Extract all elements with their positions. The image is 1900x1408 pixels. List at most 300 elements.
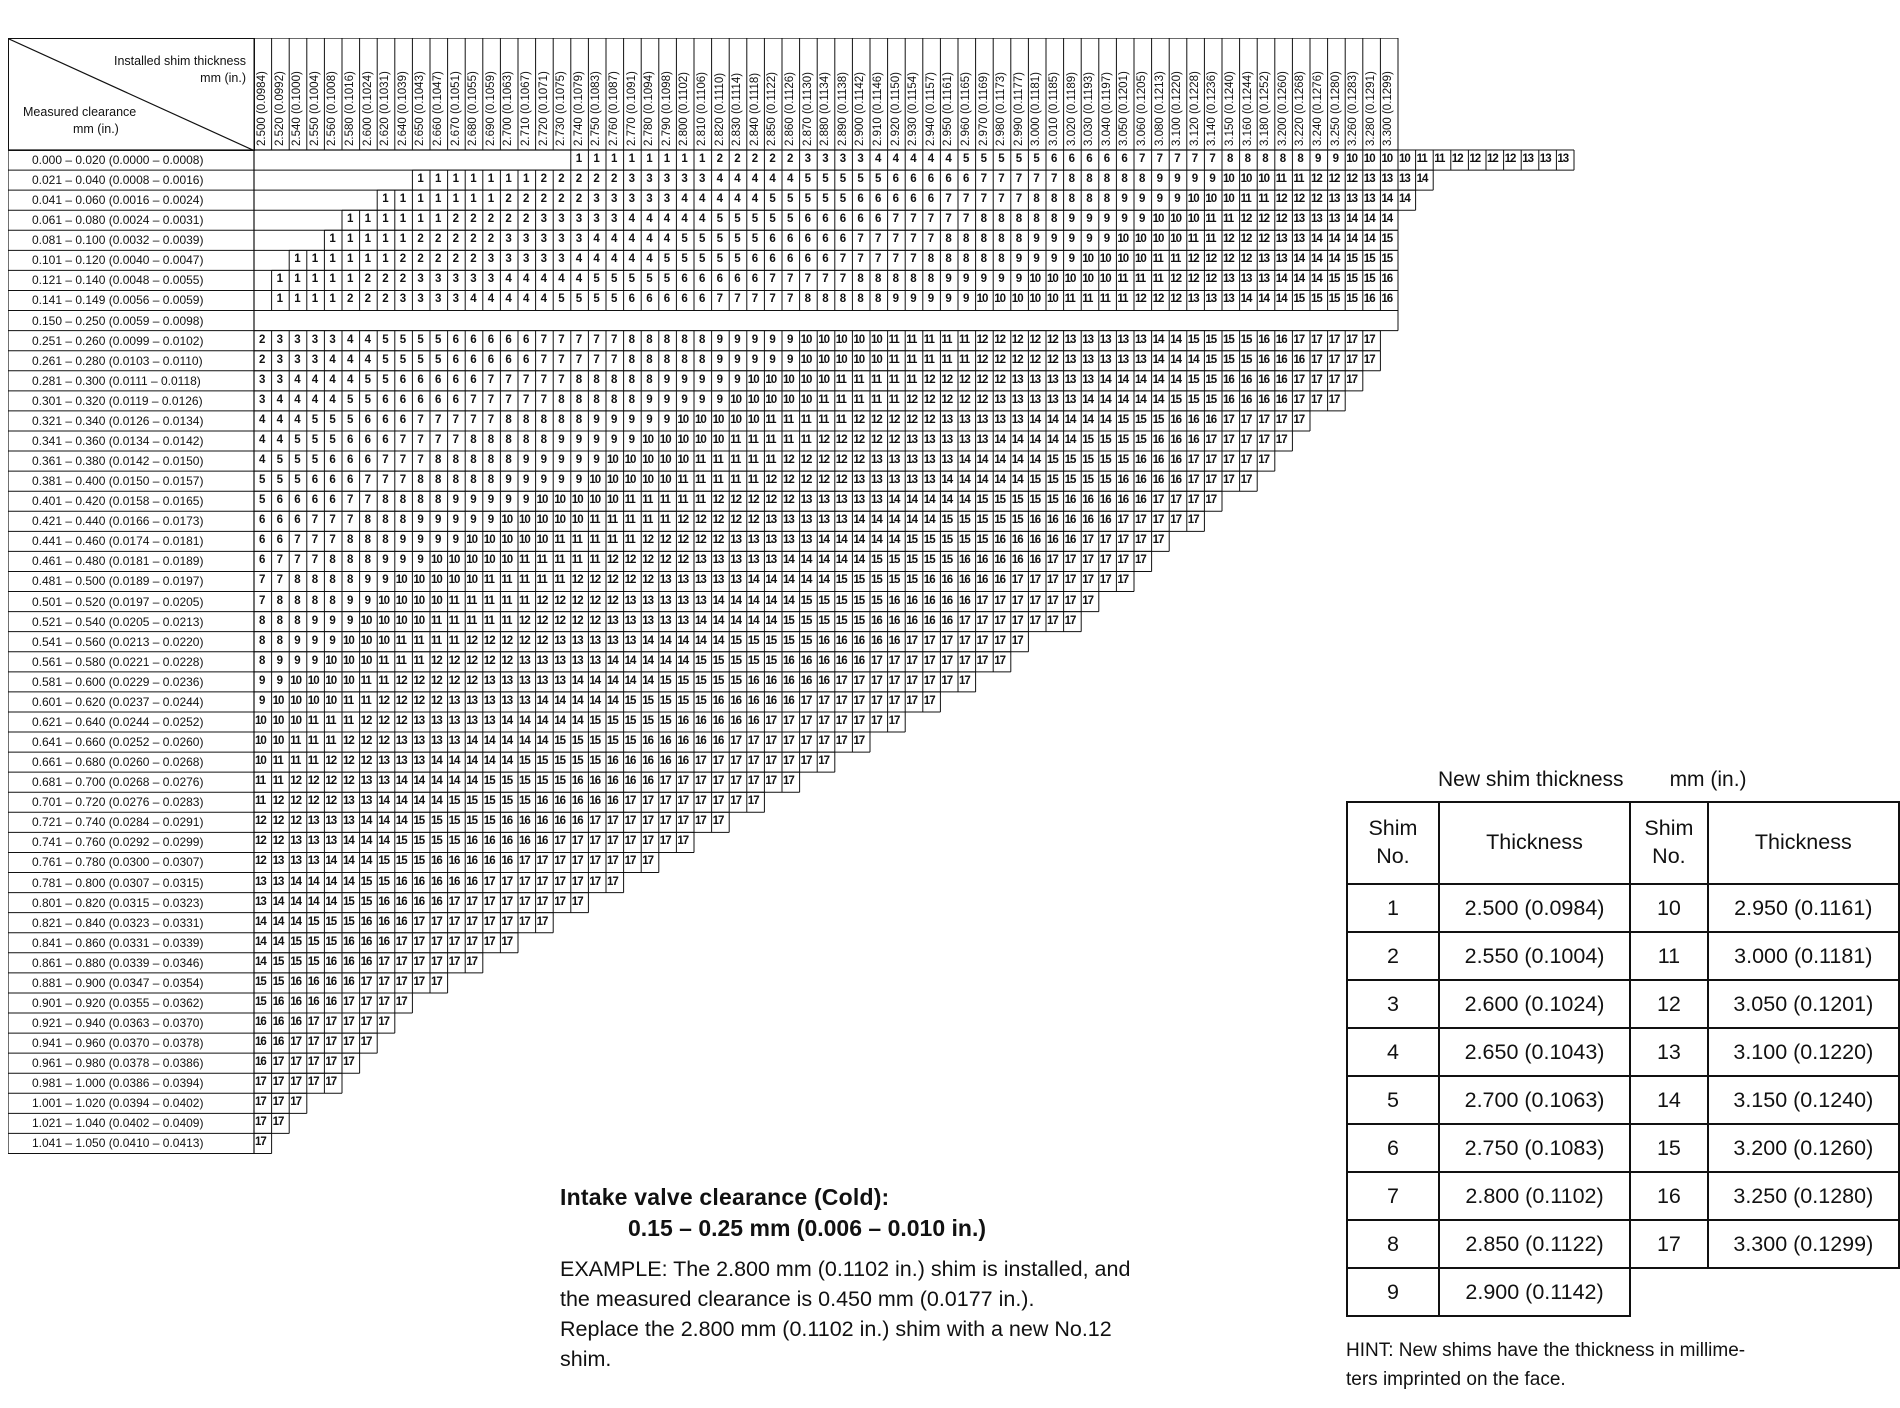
shim-number-cell: 16	[378, 895, 389, 908]
shim-number-cell: 11	[554, 574, 565, 587]
shim-number-cell: 9	[910, 293, 917, 306]
measured-clearance-row-label: 0.261 – 0.280 (0.0103 – 0.0110)	[32, 353, 203, 368]
shim-number-cell: 12	[1152, 293, 1164, 306]
shim-number-cell: 10	[272, 735, 284, 748]
shim-number-cell: 13	[607, 614, 618, 627]
shim-number-cell: 8	[1244, 153, 1251, 165]
shim-number-cell: 5	[311, 433, 319, 446]
shim-number-cell: 16	[959, 574, 970, 587]
shim-number-cell: 14	[413, 795, 425, 808]
shim-number-cell: 17	[290, 1036, 301, 1049]
example-line: shim.	[560, 1347, 612, 1372]
shim-number-cell: 10	[466, 574, 477, 587]
shim-number-cell: 17	[765, 755, 777, 768]
shim-number-cell: 9	[769, 353, 776, 366]
shim-number-cell: 15	[413, 815, 425, 828]
shim-number-cell: 3	[259, 393, 266, 406]
shim-number-cell: 11	[360, 674, 371, 687]
header-no-text: No.	[1652, 844, 1686, 868]
shim-number-cell: 6	[822, 253, 829, 266]
shim-number-cell: 3	[822, 153, 829, 165]
shim-number-cell: 16	[1064, 494, 1076, 507]
shim-number-cell: 17	[1011, 634, 1023, 647]
shim-number-cell: 10	[589, 474, 601, 487]
shim-number-cell: 17	[272, 1096, 284, 1109]
shim-number-cell: 11	[255, 795, 266, 808]
shim-number-cell: 14	[272, 915, 284, 928]
shim-number-cell: 11	[1082, 293, 1093, 306]
shim-number-cell: 15	[554, 735, 565, 748]
shim-number-cell: 15	[695, 674, 706, 687]
shim-number-cell: 6	[1051, 153, 1058, 165]
shim-number-cell: 1	[628, 153, 635, 165]
shim-number-cell: 17	[255, 1116, 266, 1129]
shim-number-cell: 16	[1381, 273, 1393, 286]
shim-number-cell: 11	[1223, 213, 1234, 226]
shim-number-cell: 12	[747, 494, 759, 507]
shim-number-cell: 13	[765, 514, 777, 527]
installed-thickness-column-label: 2.930 (0.1154)	[907, 72, 920, 146]
shim-number-cell: 7	[505, 393, 512, 406]
shim-number-cell: 3	[575, 213, 583, 226]
shim-number-cell: 10	[255, 714, 266, 727]
shim-number-cell: 15	[1082, 433, 1093, 446]
shim-number-cell: 2	[523, 193, 530, 206]
shim-number-cell: 7	[1015, 173, 1023, 186]
shim-number-cell: 12	[395, 674, 407, 687]
shim-number-cell: 14	[994, 454, 1005, 467]
shim-number-cell: 6	[1121, 153, 1128, 165]
shim-number-cell: 13	[431, 714, 442, 727]
shim-number-cell: 3	[646, 173, 653, 186]
measured-clearance-row-label: 0.741 – 0.760 (0.0292 – 0.0299)	[32, 835, 204, 850]
shim-number-cell: 16	[659, 735, 671, 748]
shim-number-cell: 17	[466, 955, 477, 968]
shim-number-cell: 12	[431, 694, 442, 707]
installed-thickness-column-label: 2.940 (0.1157)	[924, 72, 937, 146]
shim-number-cell: 16	[1240, 373, 1252, 386]
shim-number-cell: 17	[413, 955, 425, 968]
shim-number-cell: 12	[941, 373, 953, 386]
shim-number-cell: 14	[994, 433, 1005, 446]
shim-number-cell: 17	[871, 674, 882, 687]
shim-thickness: 3.100 (0.1220)	[1708, 1028, 1899, 1076]
shim-number-cell: 12	[255, 815, 266, 828]
shim-number-cell: 14	[695, 634, 706, 647]
shim-number-cell: 4	[628, 253, 635, 266]
shim-number-cell: 12	[695, 514, 706, 527]
shim-number-cell: 13	[871, 494, 882, 507]
shim-number-cell: 17	[783, 735, 794, 748]
shim-number-cell: 12	[1029, 333, 1041, 346]
shim-number-cell: 14	[642, 634, 653, 647]
shim-number-cell: 16	[1275, 393, 1287, 406]
shim-number: 2	[1347, 932, 1439, 980]
shim-number-cell: 13	[695, 574, 706, 587]
shim-number-cell: 14	[272, 895, 284, 908]
shim-number-cell: 12	[1205, 273, 1217, 286]
shim-number-cell: 2	[364, 273, 371, 286]
shim-number-cell: 10	[642, 474, 653, 487]
shim-number-cell: 15	[800, 634, 812, 647]
shim-number-cell: 15	[994, 494, 1005, 507]
shim-number-cell: 8	[470, 433, 477, 446]
shim-number-cell: 8	[611, 373, 618, 386]
shim-number-cell: 5	[716, 253, 723, 266]
shim-number-cell: 7	[523, 373, 530, 386]
shim-number-cell: 4	[487, 293, 495, 306]
shim-number-cell: 16	[888, 634, 900, 647]
shim-number-cell: 12	[413, 674, 425, 687]
shim-number-cell: 16	[1011, 554, 1023, 567]
shim-number-cell: 16	[1187, 413, 1199, 426]
shim-number-cell: 13	[765, 534, 777, 547]
shim-number-cell: 15	[1011, 514, 1023, 527]
shim-number-cell: 14	[255, 915, 266, 928]
shim-number-cell: 9	[452, 494, 459, 507]
shim-number-cell: 10	[501, 554, 513, 567]
shim-number-cell: 11	[730, 433, 741, 446]
shim-number-cell: 9	[734, 333, 741, 346]
shim-number-cell: 2	[435, 233, 442, 246]
shim-number-cell: 12	[994, 333, 1005, 346]
shim-number-cell: 8	[417, 474, 424, 487]
shim-number-cell: 6	[347, 474, 354, 487]
shim-number-cell: 17	[519, 855, 530, 868]
shim-number-cell: 15	[378, 855, 389, 868]
shim-number-cell: 7	[822, 273, 829, 286]
shim-number-cell: 13	[906, 433, 917, 446]
shim-number-cell: 9	[523, 474, 530, 487]
shim-number-cell: 9	[716, 393, 723, 406]
shim-number-cell: 14	[624, 674, 636, 687]
shim-number-cell: 9	[945, 293, 952, 306]
shim-number-cell: 8	[435, 494, 442, 507]
shim-number-cell: 17	[871, 694, 882, 707]
shim-number-cell: 9	[452, 514, 459, 527]
shim-number-cell: 16	[695, 714, 706, 727]
shim-number-cell: 17	[818, 735, 829, 748]
shim-number-cell: 7	[1209, 153, 1216, 165]
shim-number-cell: 5	[699, 233, 706, 246]
shim-number-cell: 17	[1328, 373, 1340, 386]
shim-number-cell: 12	[1240, 233, 1252, 246]
shim-number-cell: 16	[1152, 454, 1164, 467]
shim-number-cell: 7	[857, 233, 864, 246]
shim-number-cell: 10	[536, 514, 548, 527]
shim-number-cell: 9	[628, 413, 635, 426]
shim-number-cell: 13	[1064, 373, 1076, 386]
shim-number-cell: 13	[1293, 213, 1305, 226]
shim-number-cell: 16	[1223, 373, 1234, 386]
measured-clearance-row-label: 0.251 – 0.260 (0.0099 – 0.0102)	[32, 333, 204, 348]
shim-number-cell: 17	[994, 594, 1005, 607]
shim-number-cell: 7	[980, 173, 987, 186]
shim-number-cell: 6	[646, 293, 653, 306]
shim-number-cell: 14	[642, 654, 653, 667]
shim-number-cell: 13	[448, 694, 460, 707]
shim-number-cell: 12	[519, 634, 530, 647]
shim-number-cell: 15	[835, 614, 847, 627]
shim-number-cell: 9	[523, 454, 530, 467]
shim-number-cell: 6	[276, 494, 283, 507]
shim-number-cell: 14	[959, 474, 970, 487]
shim-number-cell: 5	[804, 193, 811, 206]
shim-number-cell: 5	[399, 333, 407, 346]
shim-number-cell: 11	[624, 494, 635, 507]
shim-number-cell: 1	[646, 153, 653, 165]
shim-number-cell: 17	[255, 1136, 266, 1149]
shim-number-cell: 2	[540, 173, 547, 186]
shim-number-cell: 11	[642, 514, 653, 527]
shim-number-cell: 1	[487, 193, 495, 206]
shim-number-cell: 17	[589, 815, 601, 828]
shim-number-cell: 16	[307, 995, 319, 1008]
shim-number-cell: 6	[892, 193, 899, 206]
shim-number-cell: 2	[399, 273, 407, 286]
measured-clearance-row-label: 0.921 – 0.940 (0.0363 – 0.0370)	[32, 1016, 204, 1030]
shim-number-cell: 11	[923, 353, 934, 366]
shim-number-cell: 12	[747, 514, 759, 527]
shim-number-cell: 12	[1170, 293, 1181, 306]
shim-number-cell: 14	[360, 835, 372, 848]
shim-number-cell: 12	[642, 574, 653, 587]
shim-table-row	[1347, 884, 1899, 932]
measured-clearance-row-label: 0.861 – 0.880 (0.0339 – 0.0346)	[32, 955, 204, 970]
installed-thickness-column-label: 2.890 (0.1138)	[836, 72, 849, 146]
shim-number-cell: 15	[307, 955, 319, 968]
shim-number-cell: 12	[589, 594, 601, 607]
shim-number-cell: 7	[963, 213, 970, 226]
shim-number-cell: 11	[677, 474, 688, 487]
shim-number-cell: 14	[1082, 413, 1093, 426]
shim-number-cell: 1	[311, 273, 319, 286]
shim-number-cell: 10	[466, 534, 477, 547]
shim-number-cell: 4	[364, 353, 371, 366]
shim-number-cell: 6	[523, 333, 530, 346]
shim-number-cell: 15	[589, 735, 601, 748]
shim-number-cell: 17	[906, 634, 917, 647]
shim-number-cell: 10	[413, 614, 425, 627]
shim-number-cell: 13	[325, 815, 337, 828]
shim-number-cell: 6	[435, 373, 442, 386]
installed-thickness-column-label: 3.040 (0.1197)	[1100, 72, 1113, 146]
shim-number-cell: 10	[378, 614, 389, 627]
shim-number-cell: 17	[659, 815, 671, 828]
shim-number-cell: 15	[659, 694, 671, 707]
shim-number-cell: 17	[835, 735, 847, 748]
shim-number-cell: 13	[659, 614, 671, 627]
shim-number-cell: 6	[329, 474, 336, 487]
shim-number-cell: 15	[695, 694, 706, 707]
measured-clearance-row-label: 0.041 – 0.060 (0.0016 – 0.0024)	[32, 193, 204, 208]
shim-number-cell: 3	[681, 173, 688, 186]
shim-number-cell: 14	[888, 494, 900, 507]
shim-number-cell: 13	[571, 654, 583, 667]
shim-number-cell: 16	[519, 815, 530, 828]
measured-clearance-row-label: 0.901 – 0.920 (0.0355 – 0.0362)	[32, 995, 204, 1010]
shim-number-cell: 3	[276, 373, 283, 386]
shim-number-cell: 10	[1399, 153, 1410, 165]
shim-number-cell: 8	[347, 554, 354, 567]
shim-number: 11	[1630, 932, 1707, 980]
shim-number-cell: 17	[695, 795, 706, 808]
shim-number-cell: 9	[646, 413, 653, 426]
shim-number-cell: 8	[593, 393, 600, 406]
shim-number-cell: 13	[1135, 333, 1146, 346]
shim-number-cell: 9	[558, 454, 565, 467]
shim-number-cell: 16	[307, 975, 319, 988]
hint-line: HINT: New shims have the thickness in millime-	[1346, 1340, 1746, 1361]
shim-number-cell: 7	[769, 273, 776, 286]
shim-number-cell: 7	[558, 373, 565, 386]
shim-number-cell: 3	[540, 253, 547, 266]
shim-number-cell: 11	[923, 333, 934, 346]
shim-number-cell: 14	[818, 534, 829, 547]
shim-number-cell: 13	[624, 594, 636, 607]
shim-number-cell: 12	[730, 494, 741, 507]
shim-number-cell: 15	[571, 735, 583, 748]
shim-number-cell: 15	[624, 714, 636, 727]
shim-number-cell: 6	[1103, 153, 1111, 165]
shim-number-cell: 6	[311, 494, 319, 507]
shim-number-cell: 12	[272, 815, 284, 828]
shim-number-cell: 9	[769, 333, 776, 346]
shim-number-cell: 6	[875, 193, 882, 206]
installed-thickness-column-label: 2.750 (0.1083)	[590, 71, 603, 146]
shim-number-cell: 11	[1170, 253, 1181, 266]
shim-number-cell: 7	[417, 413, 424, 426]
shim-number-cell: 9	[329, 634, 336, 647]
shim-number-cell: 11	[448, 594, 459, 607]
shim-number-cell: 8	[1051, 213, 1058, 226]
shim-number-cell: 4	[593, 233, 600, 246]
shim-number-cell: 13	[1135, 353, 1146, 366]
shim-number-cell: 7	[1033, 173, 1040, 186]
shim-number-cell: 17	[642, 855, 653, 868]
shim-number-cell: 13	[413, 714, 425, 727]
shim-number-cell: 15	[519, 755, 530, 768]
shim-thickness: 2.950 (0.1161)	[1708, 884, 1899, 932]
shim-number-cell: 14	[431, 795, 442, 808]
shim-number-cell: 13	[1223, 293, 1234, 306]
shim-number-cell: 7	[927, 233, 935, 246]
shim-table-body	[1347, 884, 1899, 1316]
shim-number-cell: 10	[360, 614, 372, 627]
shim-number-cell: 17	[730, 795, 741, 808]
shim-number-cell: 3	[505, 253, 512, 266]
shim-number-cell: 8	[1051, 193, 1058, 206]
shim-number-cell: 17	[1082, 554, 1093, 567]
shim-number-cell: 14	[431, 775, 442, 788]
shim-number-cell: 13	[290, 855, 301, 868]
shim-number-cell: 17	[1135, 514, 1146, 527]
shim-number-cell: 3	[417, 293, 424, 306]
shim-number-cell: 3	[646, 193, 653, 206]
shim-number-cell: 6	[963, 173, 970, 186]
shim-number-cell: 2	[558, 173, 565, 186]
shim-number-cell: 11	[765, 413, 776, 426]
shim-number-cell: 11	[413, 654, 424, 667]
shim-number-cell: 13	[1187, 293, 1199, 306]
header-shim-text: Shim	[1368, 816, 1418, 841]
shim-number-cell: 17	[1293, 333, 1305, 346]
shim-number-cell: 9	[311, 654, 319, 667]
shim-number-cell: 13	[624, 614, 636, 627]
shim-number-cell: 8	[276, 614, 283, 627]
shim-number-cell: 10	[765, 373, 777, 386]
shim-number-cell: 16	[1029, 554, 1041, 567]
shim-number-cell: 17	[1082, 534, 1093, 547]
shim-number-cell: 5	[839, 173, 847, 186]
shim-number-cell: 9	[593, 454, 600, 467]
shim-number-cell: 16	[677, 714, 689, 727]
shim-number-cell: 12	[835, 433, 847, 446]
shim-number-cell: 17	[747, 795, 759, 808]
shim-number-cell: 17	[448, 955, 460, 968]
shim-number-cell: 8	[558, 393, 565, 406]
shim-number-cell: 17	[290, 1076, 301, 1089]
shim-number-cell: 15	[888, 574, 900, 587]
shim-number-cell: 17	[677, 795, 689, 808]
shim-number-cell: 8	[540, 433, 547, 446]
shim-number-cell: 16	[1082, 514, 1093, 527]
shim-number-cell: 1	[347, 213, 354, 226]
shim-number-cell: 17	[1170, 494, 1181, 507]
shim-number-cell: 8	[329, 554, 336, 567]
shim-number-cell: 17	[1029, 574, 1041, 587]
shim-number-cell: 11	[1240, 193, 1251, 206]
shim-number-cell: 7	[787, 273, 794, 286]
shim-number-cell: 10	[1258, 173, 1269, 186]
shim-number-cell: 5	[751, 213, 759, 226]
shim-number-cell: 13	[1539, 153, 1551, 165]
shim-number-cell: 5	[382, 373, 389, 386]
shim-number-cell: 12	[554, 614, 565, 627]
shim-number-cell: 17	[571, 895, 583, 908]
shim-number-cell: 10	[501, 534, 513, 547]
shim-number-cell: 9	[276, 674, 283, 687]
shim-number-cell: 17	[378, 955, 389, 968]
shim-number-cell: 15	[571, 755, 583, 768]
shim-number-cell: 17	[290, 1056, 301, 1069]
shim-number-cell: 11	[765, 433, 776, 446]
shim-number-cell: 17	[307, 1016, 319, 1028]
shim-number-cell: 14	[1117, 373, 1129, 386]
shim-number-cell: 17	[730, 735, 741, 748]
shim-number-cell: 14	[818, 554, 829, 567]
shim-number-cell: 10	[343, 654, 354, 667]
shim-number-cell: 10	[659, 433, 671, 446]
shim-number-cell: 17	[959, 654, 970, 667]
shim-number-cell: 17	[536, 915, 548, 928]
shim-number-cell: 10	[747, 373, 759, 386]
shim-number-cell: 17	[1135, 534, 1146, 547]
shim-number-cell: 13	[307, 855, 319, 868]
shim-number-cell: 9	[276, 654, 283, 667]
shim-number-cell: 5	[276, 474, 283, 487]
shim-number-cell: 13	[1064, 353, 1076, 366]
shim-number-cell: 12	[483, 654, 495, 667]
shim-number-cell: 15	[765, 634, 777, 647]
shim-number-cell: 14	[1258, 293, 1269, 306]
shim-number-cell: 17	[431, 955, 442, 968]
shim-number-cell: 17	[1064, 614, 1076, 627]
shim-number-cell: 16	[1047, 514, 1058, 527]
shim-number-cell: 12	[712, 494, 724, 507]
shim-number-cell: 13	[871, 474, 882, 487]
shim-number-cell: 9	[1121, 213, 1128, 226]
